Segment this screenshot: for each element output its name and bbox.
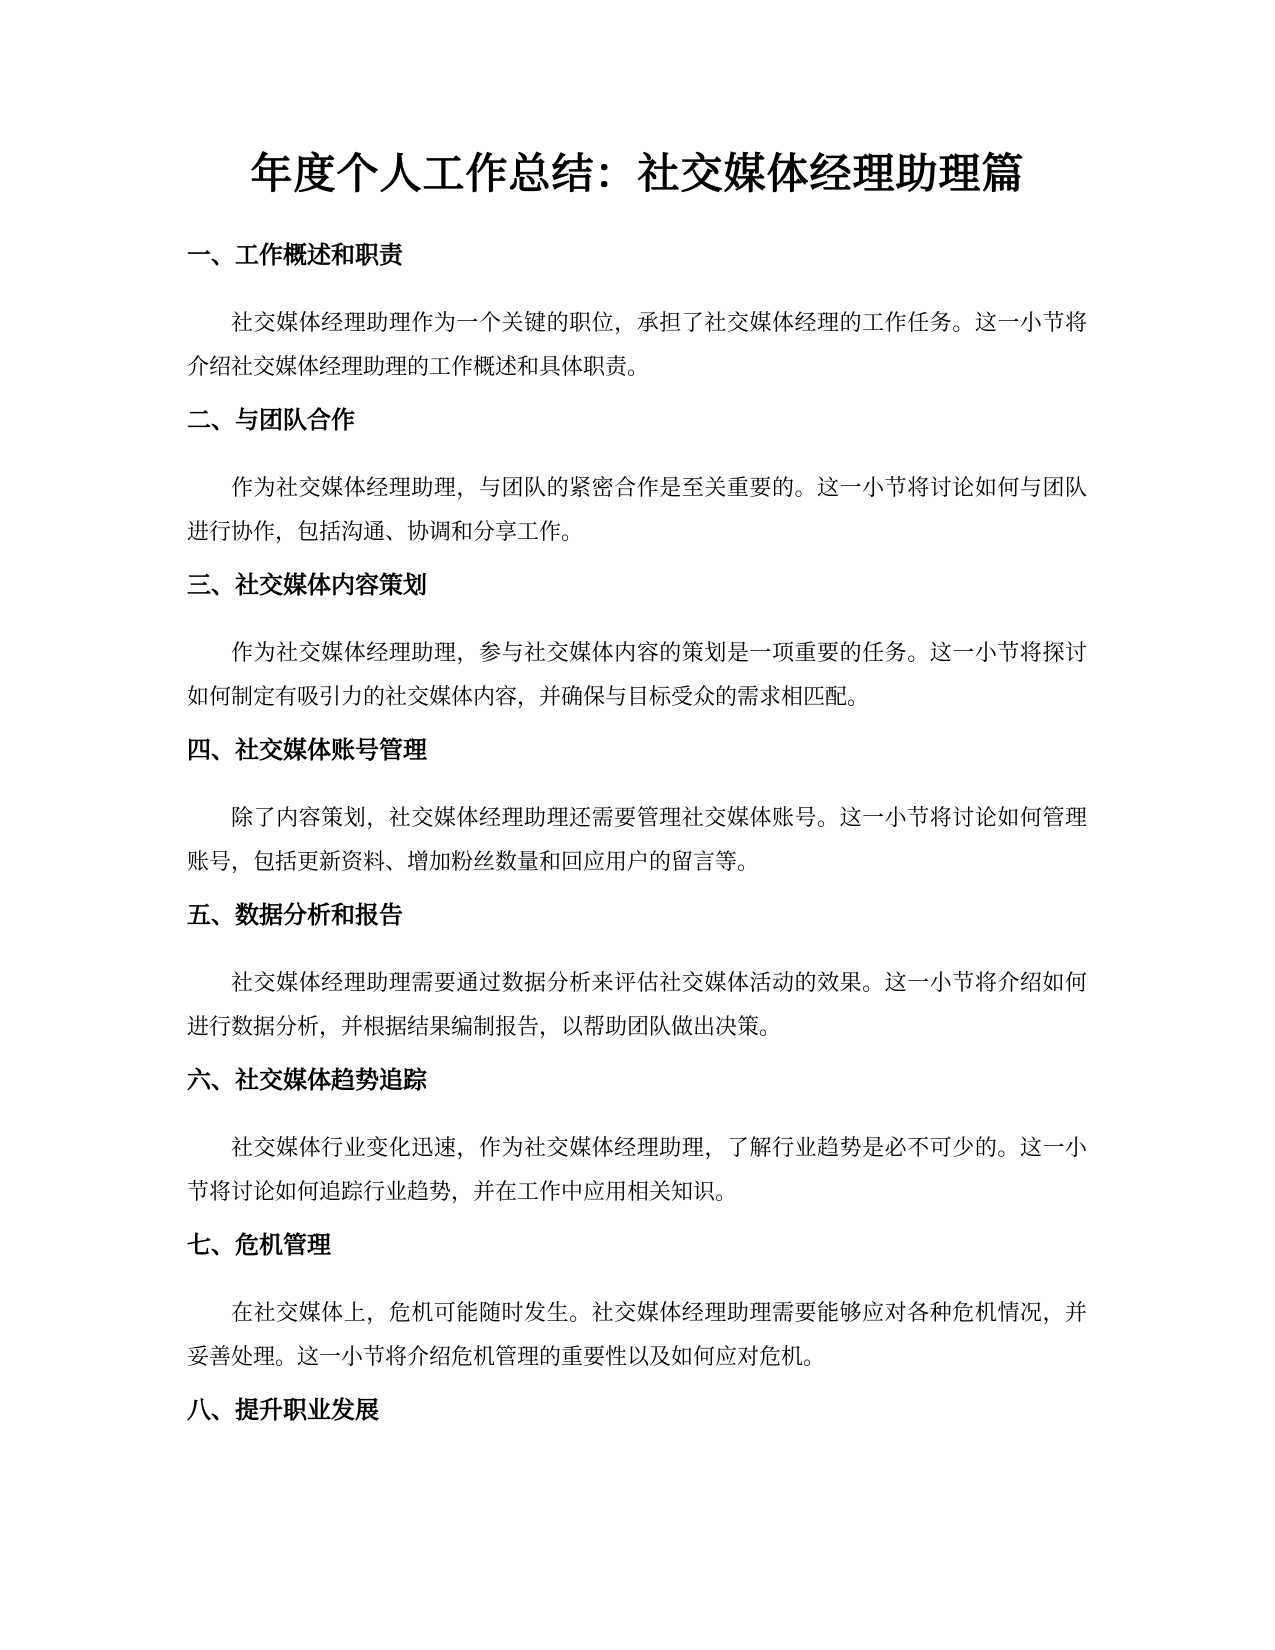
section-body: 社交媒体行业变化迅速，作为社交媒体经理助理，了解行业趋势是必不可少的。这一小节将讨论如何追踪行业趋势，并在工作中应用相关知识。: [187, 1136, 1087, 1205]
section-5: [187, 898, 1087, 1050]
section-body: 作为社交媒体经理助理，与团队的紧密合作是至关重要的。这一小节将讨论如何与团队进行协作，包括沟通、协调和分享工作。: [187, 476, 1087, 545]
section-1: [187, 238, 1087, 390]
section-heading: 一、工作概述和职责: [187, 241, 403, 269]
section-heading: 七、危机管理: [187, 1231, 331, 1259]
section-7: [187, 1228, 1087, 1380]
section-4: [187, 733, 1087, 885]
section-heading: 四、社交媒体账号管理: [187, 736, 427, 764]
section-heading: 二、与团队合作: [187, 406, 355, 434]
section-6: [187, 1063, 1087, 1215]
section-heading: 三、社交媒体内容策划: [187, 571, 427, 599]
page-title: 年度个人工作总结：社交媒体经理助理篇: [250, 149, 1025, 198]
section-3: [187, 568, 1087, 720]
section-body: 在社交媒体上，危机可能随时发生。社交媒体经理助理需要能够应对各种危机情况，并妥善处理。这一小节将介绍危机管理的重要性以及如何应对危机。: [187, 1301, 1087, 1370]
section-body: 社交媒体经理助理需要通过数据分析来评估社交媒体活动的效果。这一小节将介绍如何进行数据分析，并根据结果编制报告，以帮助团队做出决策。: [187, 971, 1087, 1040]
section-heading: 八、提升职业发展: [187, 1396, 379, 1424]
section-8: [187, 1393, 1087, 1427]
section-body: 作为社交媒体经理助理，参与社交媒体内容的策划是一项重要的任务。这一小节将探讨如何制定有吸引力的社交媒体内容，并确保与目标受众的需求相匹配。: [187, 641, 1087, 710]
section-body: 社交媒体经理助理作为一个关键的职位，承担了社交媒体经理的工作任务。这一小节将介绍社交媒体经理助理的工作概述和具体职责。: [187, 311, 1087, 380]
section-body: 除了内容策划，社交媒体经理助理还需要管理社交媒体账号。这一小节将讨论如何管理账号，包括更新资料、增加粉丝数量和回应用户的留言等。: [187, 806, 1087, 875]
section-2: [187, 403, 1087, 555]
section-heading: 五、数据分析和报告: [187, 901, 403, 929]
section-heading: 六、社交媒体趋势追踪: [187, 1066, 427, 1094]
